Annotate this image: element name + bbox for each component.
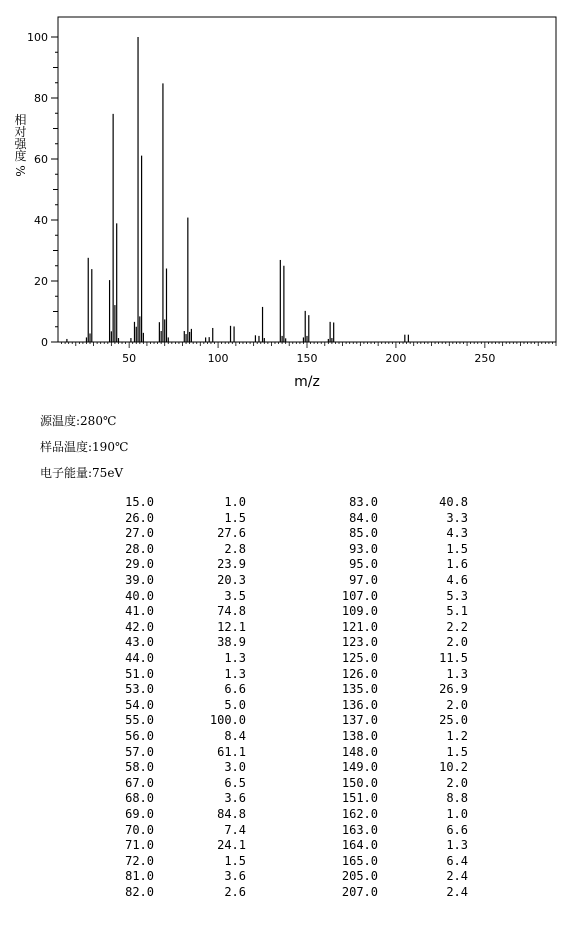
- table-intensity-cell: 6.5: [224, 775, 246, 790]
- table-mz-cell: 126.0: [341, 666, 378, 681]
- mass-spectrum-chart: [0, 0, 570, 395]
- table-intensity-cell: 1.5: [224, 853, 246, 868]
- table-mz-cell: 85.0: [349, 526, 378, 541]
- y-tick-label: 100: [27, 31, 48, 44]
- table-intensity-cell: 2.4: [446, 885, 468, 899]
- table-mz-cell: 71.0: [125, 838, 154, 853]
- table-mz-cell: 67.0: [125, 775, 154, 790]
- x-tick-label: 200: [385, 352, 407, 365]
- table-intensity-cell: 23.9: [217, 557, 246, 572]
- table-mz-cell: 58.0: [125, 760, 154, 775]
- table-intensity-cell: 1.3: [446, 666, 468, 681]
- table-intensity-cell: 8.4: [224, 729, 246, 743]
- table-intensity-cell: 1.5: [446, 541, 468, 556]
- table-mz-cell: 136.0: [341, 697, 378, 712]
- table-intensity-cell: 5.1: [446, 604, 468, 619]
- electron-energy: 电子能量:75eV: [40, 466, 124, 480]
- table-mz-cell: 164.0: [341, 838, 378, 853]
- source-temperature: 源温度:280℃: [40, 414, 117, 428]
- table-intensity-cell: 38.9: [217, 635, 246, 650]
- table-intensity-cell: 2.4: [446, 869, 468, 884]
- table-intensity-cell: 84.8: [217, 807, 246, 821]
- table-mz-cell: 163.0: [341, 822, 378, 837]
- table-mz-cell: 68.0: [125, 791, 154, 806]
- y-tick-label: 20: [34, 275, 48, 288]
- table-mz-cell: 51.0: [125, 666, 154, 681]
- table-intensity-cell: 1.5: [446, 744, 468, 759]
- table-intensity-cell: 5.3: [446, 588, 468, 603]
- table-intensity-cell: 2.8: [224, 541, 246, 556]
- table-mz-cell: 56.0: [125, 729, 154, 743]
- table-intensity-cell: 40.8: [439, 495, 468, 509]
- table-mz-cell: 207.0: [341, 885, 378, 899]
- table-mz-cell: 97.0: [349, 573, 378, 587]
- table-intensity-cell: 1.0: [224, 495, 246, 509]
- table-mz-cell: 148.0: [341, 744, 378, 759]
- table-intensity-cell: 2.0: [446, 697, 468, 712]
- table-intensity-cell: 61.1: [217, 744, 246, 759]
- table-mz-cell: 205.0: [341, 869, 378, 884]
- table-intensity-cell: 4.3: [446, 526, 468, 541]
- table-intensity-cell: 27.6: [217, 526, 246, 541]
- table-mz-cell: 84.0: [349, 510, 378, 525]
- table-mz-cell: 135.0: [341, 682, 378, 697]
- table-intensity-cell: 3.6: [224, 869, 246, 884]
- table-mz-cell: 39.0: [125, 573, 154, 587]
- table-mz-cell: 53.0: [125, 682, 154, 697]
- y-tick-label: 80: [34, 92, 48, 105]
- table-mz-cell: 28.0: [125, 541, 154, 556]
- table-mz-cell: 54.0: [125, 697, 154, 712]
- table-mz-cell: 81.0: [125, 869, 154, 884]
- table-mz-cell: 107.0: [341, 588, 378, 603]
- table-mz-cell: 57.0: [125, 744, 154, 759]
- table-intensity-cell: 100.0: [209, 713, 246, 728]
- table-mz-cell: 150.0: [341, 775, 378, 790]
- table-mz-cell: 40.0: [125, 588, 154, 603]
- table-intensity-cell: 1.6: [446, 557, 468, 572]
- table-mz-cell: 109.0: [341, 604, 378, 619]
- x-axis: [62, 342, 556, 365]
- spectrum-bars: [67, 37, 408, 342]
- y-axis: [27, 31, 58, 349]
- y-tick-label: 0: [41, 336, 48, 349]
- table-mz-cell: 83.0: [349, 495, 378, 509]
- table-mz-cell: 70.0: [125, 822, 154, 837]
- table-intensity-cell: 26.9: [439, 682, 468, 697]
- x-tick-label: 150: [296, 352, 318, 365]
- table-mz-cell: 123.0: [341, 635, 378, 650]
- table-mz-cell: 151.0: [341, 791, 378, 806]
- table-mz-cell: 82.0: [125, 885, 154, 899]
- table-intensity-cell: 3.3: [446, 510, 468, 525]
- table-intensity-cell: 2.6: [224, 885, 246, 899]
- table-mz-cell: 72.0: [125, 853, 154, 868]
- table-mz-cell: 69.0: [125, 807, 154, 821]
- table-intensity-cell: 3.6: [224, 791, 246, 806]
- sample-temperature: 样品温度:190℃: [40, 440, 129, 454]
- x-tick-label: 50: [122, 352, 137, 365]
- table-mz-cell: 29.0: [125, 557, 154, 572]
- table-mz-cell: 42.0: [125, 619, 154, 634]
- y-axis-label: 相对强度 %: [13, 113, 27, 177]
- table-intensity-cell: 1.2: [446, 729, 468, 743]
- table-intensity-cell: 1.3: [224, 666, 246, 681]
- table-intensity-cell: 3.5: [224, 588, 246, 603]
- table-intensity-cell: 5.0: [224, 697, 246, 712]
- table-intensity-cell: 7.4: [224, 822, 246, 837]
- table-mz-cell: 41.0: [125, 604, 154, 619]
- x-tick-label: 250: [474, 352, 496, 365]
- table-mz-cell: 43.0: [125, 635, 154, 650]
- table-mz-cell: 137.0: [341, 713, 378, 728]
- table-mz-cell: 95.0: [349, 557, 378, 572]
- table-intensity-cell: 4.6: [446, 573, 468, 587]
- table-intensity-cell: 12.1: [217, 619, 246, 634]
- table-mz-cell: 15.0: [125, 495, 154, 509]
- table-intensity-cell: 1.3: [446, 838, 468, 853]
- table-mz-cell: 44.0: [125, 651, 154, 665]
- table-intensity-cell: 6.4: [446, 853, 468, 868]
- table-intensity-cell: 3.0: [224, 760, 246, 775]
- table-mz-cell: 149.0: [341, 760, 378, 775]
- table-intensity-cell: 2.0: [446, 635, 468, 650]
- table-mz-cell: 165.0: [341, 853, 378, 868]
- y-tick-label: 60: [34, 153, 48, 166]
- table-intensity-cell: 6.6: [224, 682, 246, 697]
- table-intensity-cell: 20.3: [217, 573, 246, 587]
- table-intensity-cell: 74.8: [217, 604, 246, 619]
- table-intensity-cell: 1.0: [446, 807, 468, 821]
- table-intensity-cell: 8.8: [446, 791, 468, 806]
- plot-frame: [58, 17, 556, 342]
- x-axis-label: m/z: [294, 374, 320, 390]
- table-intensity-cell: 10.2: [439, 760, 468, 775]
- table-mz-cell: 26.0: [125, 510, 154, 525]
- y-tick-label: 40: [34, 214, 48, 227]
- table-mz-cell: 121.0: [341, 619, 378, 634]
- table-mz-cell: 138.0: [341, 729, 378, 743]
- x-tick-label: 100: [207, 352, 229, 365]
- table-mz-cell: 55.0: [125, 713, 154, 728]
- table-mz-cell: 93.0: [349, 541, 378, 556]
- table-intensity-cell: 1.3: [224, 651, 246, 665]
- table-intensity-cell: 24.1: [217, 838, 246, 853]
- table-mz-cell: 162.0: [341, 807, 378, 821]
- table-intensity-cell: 25.0: [439, 713, 468, 728]
- table-intensity-cell: 2.2: [446, 619, 468, 634]
- table-intensity-cell: 6.6: [446, 822, 468, 837]
- table-intensity-cell: 1.5: [224, 510, 246, 525]
- table-mz-cell: 125.0: [341, 651, 378, 665]
- table-mz-cell: 27.0: [125, 526, 154, 541]
- table-intensity-cell: 2.0: [446, 775, 468, 790]
- table-intensity-cell: 11.5: [439, 651, 468, 665]
